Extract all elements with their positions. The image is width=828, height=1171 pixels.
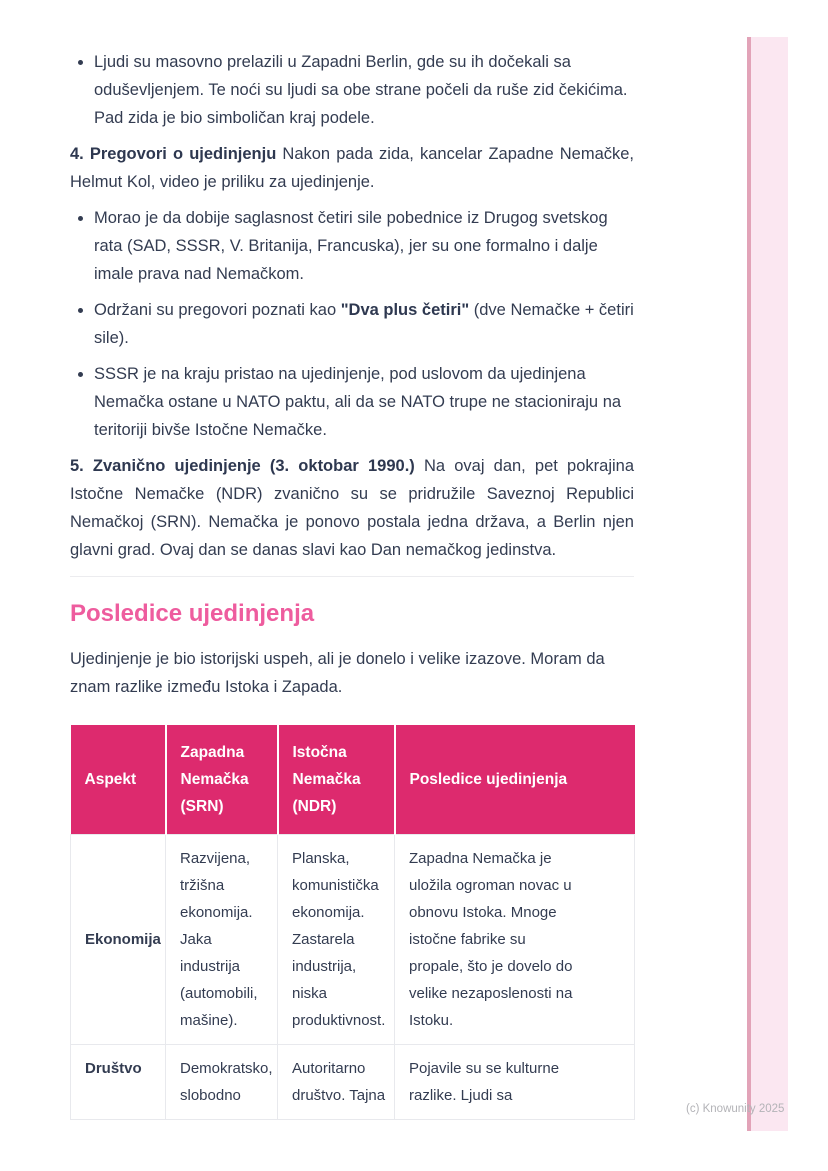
section-divider (70, 576, 634, 577)
column-header-west-germany: Zapadna Nemačka (SRN) (166, 725, 278, 835)
bullet-text: Morao je da dobije saglasnost četiri sile pobednice iz Drugog svetskog rata (SAD, SSSR, V. Britanija, Francuska), jer su one formalno i dalje imale prava nad Nemačkom. (94, 209, 608, 283)
bullet-text: (dve Nemačke + četiri sile). (94, 301, 634, 347)
bullet-list-negotiations (70, 204, 634, 444)
bullet-text: SSSR je na kraju pristao na ujedinjenje, pod uslovom da ujedinjena Nemačka ostane u NATO paktu, ali da se NATO trupe ne stacioniraju na teritoriji bivše Istočne Nemačke. (94, 365, 622, 439)
copyright-watermark: (c) Knowunity 2025 (686, 1103, 785, 1115)
list-item (94, 204, 634, 288)
table-header-row (71, 725, 635, 835)
bullet-bold: "Dva plus četiri" (340, 301, 470, 319)
cell-aspect: Ekonomija (71, 835, 166, 1045)
paragraph-lead-official: 5. Zvanično ujedinjenje (3. oktobar 1990.) (70, 457, 415, 475)
cell-west: Demokratsko, slobodno (166, 1045, 278, 1120)
table-row-economy (71, 835, 635, 1045)
section-title: Posledice ujedinjenja (70, 600, 315, 627)
paragraph-negotiations (70, 140, 634, 196)
page-edge-accent-stripe (747, 37, 751, 1131)
cell-east: Planska, komunistička ekonomija. Zastarela industrija, niska produktivnost. (278, 835, 395, 1045)
comparison-table (70, 725, 635, 1120)
cell-consequences: Zapadna Nemačka je uložila ogroman novac u obnovu Istoka. Mnoge istočne fabrike su propale, što je dovelo do velike nezaposlenosti na Istoku. (395, 835, 635, 1045)
page-edge-stripe (751, 37, 788, 1131)
paragraph-official-reunification (70, 452, 634, 564)
table-row-society (71, 1045, 635, 1120)
paragraph-text: Na ovaj dan, pet pokrajina Istočne Nemačke (NDR) zvanično su se pridružile Saveznoj Republici Nemačkoj (SRN). Nemačka je ponovo postala jedna država, a Berlin njen glavni grad. Ovaj dan se danas slavi kao Dan nemačkog jedinstva. (70, 457, 635, 559)
paragraph-text: Nakon pada zida, kancelar Zapadne Nemačke, Helmut Kol, video je priliku za ujedinjenje. (70, 145, 635, 191)
document-content (70, 0, 634, 1120)
section-intro: Ujedinjenje je bio istorijski uspeh, ali je donelo i velike izazove. Moram da znam razlike između Istoka i Zapada. (70, 650, 605, 696)
list-item (94, 296, 634, 352)
cell-aspect: Društvo (71, 1045, 166, 1120)
bullet-list-wall-fall (70, 48, 634, 132)
cell-consequences: Pojavile su se kulturne razlike. Ljudi sa (395, 1045, 635, 1120)
paragraph-lead-negotiations: 4. Pregovori o ujedinjenju (70, 145, 277, 163)
column-header-aspect: Aspekt (71, 725, 166, 835)
list-item: • Ljudi su masovno prelazili u Zapadni Berlin, gde su ih dočekali sa oduševljenjem. Te noći su ljudi sa obe strane počeli da ruše zid čekićima. Pad zida je bio simboličan kraj podele. (94, 48, 634, 132)
cell-west: Razvijena, tržišna ekonomija. Jaka industrija (automobili, mašine). (166, 835, 278, 1045)
column-header-east-germany: Istočna Nemačka (NDR) (278, 725, 395, 835)
column-header-consequences: Posledice ujedinjenja (395, 725, 635, 835)
list-item (94, 360, 634, 444)
cell-east: Autoritarno društvo. Tajna (278, 1045, 395, 1120)
bullet-text: Održani su pregovori poznati kao (94, 301, 341, 319)
